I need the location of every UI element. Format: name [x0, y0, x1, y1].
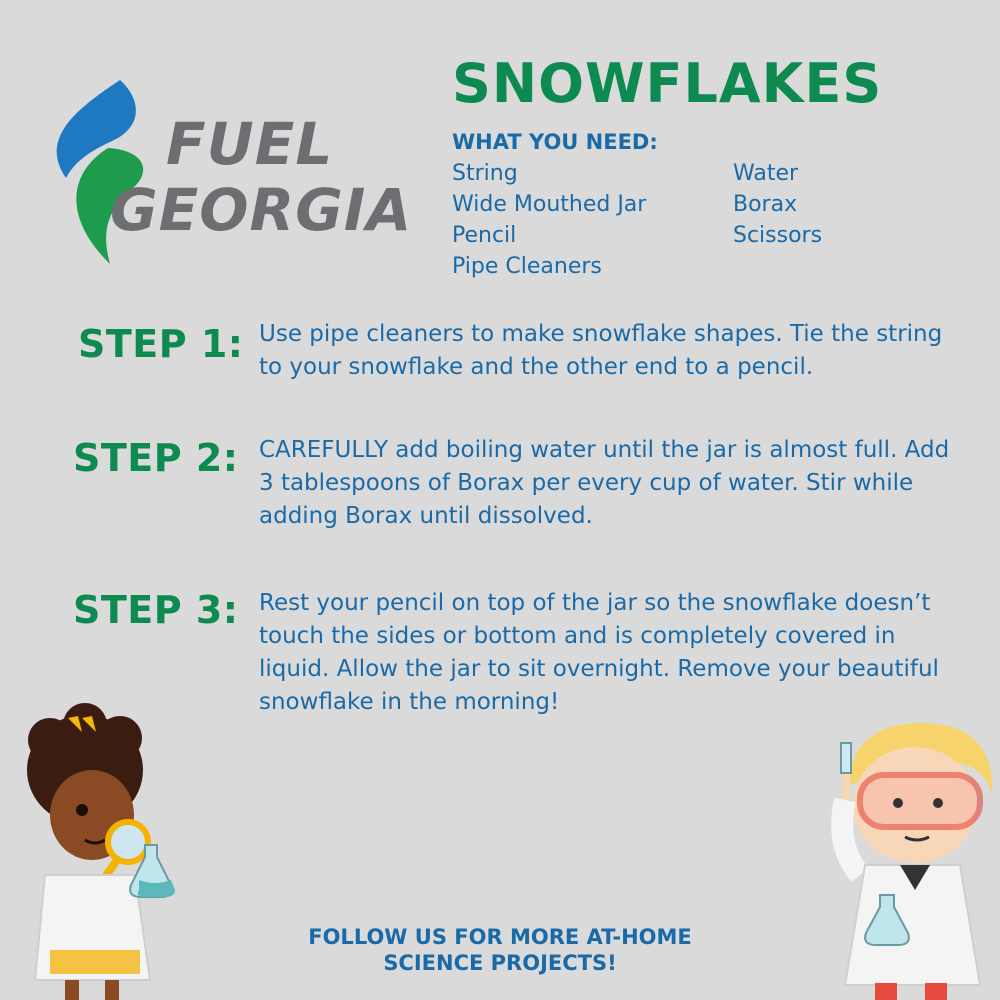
footer-line-2: SCIENCE PROJECTS!: [383, 951, 617, 975]
step-3-label: STEP 3:: [73, 588, 239, 632]
material-item: Water: [733, 161, 799, 186]
boy-scientist-goggles-icon: [820, 715, 1000, 1000]
follow-us-callout: [250, 924, 750, 976]
materials-list-right: [733, 158, 822, 251]
logo-word-georgia: GEORGIA: [110, 176, 413, 244]
material-item: Scissors: [733, 223, 823, 248]
step-1-label: STEP 1:: [78, 322, 244, 366]
material-item: Borax: [733, 192, 798, 217]
step-2-text: CAREFULLY add boiling water until the jar is almost full. Add 3 tablespoons of Borax per every cup of water. Stir while adding Borax until dissolved.: [259, 437, 950, 529]
fuel-georgia-logo: [48, 78, 413, 268]
material-item: Pencil: [452, 223, 517, 248]
material-item: Wide Mouthed Jar: [452, 192, 647, 217]
what-you-need-heading: WHAT YOU NEED:: [452, 130, 658, 154]
footer-line-1: FOLLOW US FOR MORE AT-HOME: [308, 925, 692, 949]
step-3-text: Rest your pencil on top of the jar so the snowflake doesn’t touch the sides or bottom and is completely covered in liquid. Allow the jar to sit overnight. Remove your beautiful snowflake in the morning!: [259, 590, 939, 715]
page-title: SNOWFLAKES: [452, 52, 883, 115]
logo-word-fuel: FUEL: [166, 110, 334, 178]
step-1-text: Use pipe cleaners to make snowflake shapes. Tie the string to your snowflake and the other end to a pencil.: [259, 321, 943, 380]
girl-scientist-magnifier-icon: [10, 700, 190, 1000]
materials-list-left: [452, 158, 646, 282]
material-item: Pipe Cleaners: [452, 254, 602, 279]
material-item: String: [452, 161, 518, 186]
step-2-label: STEP 2:: [73, 436, 239, 480]
